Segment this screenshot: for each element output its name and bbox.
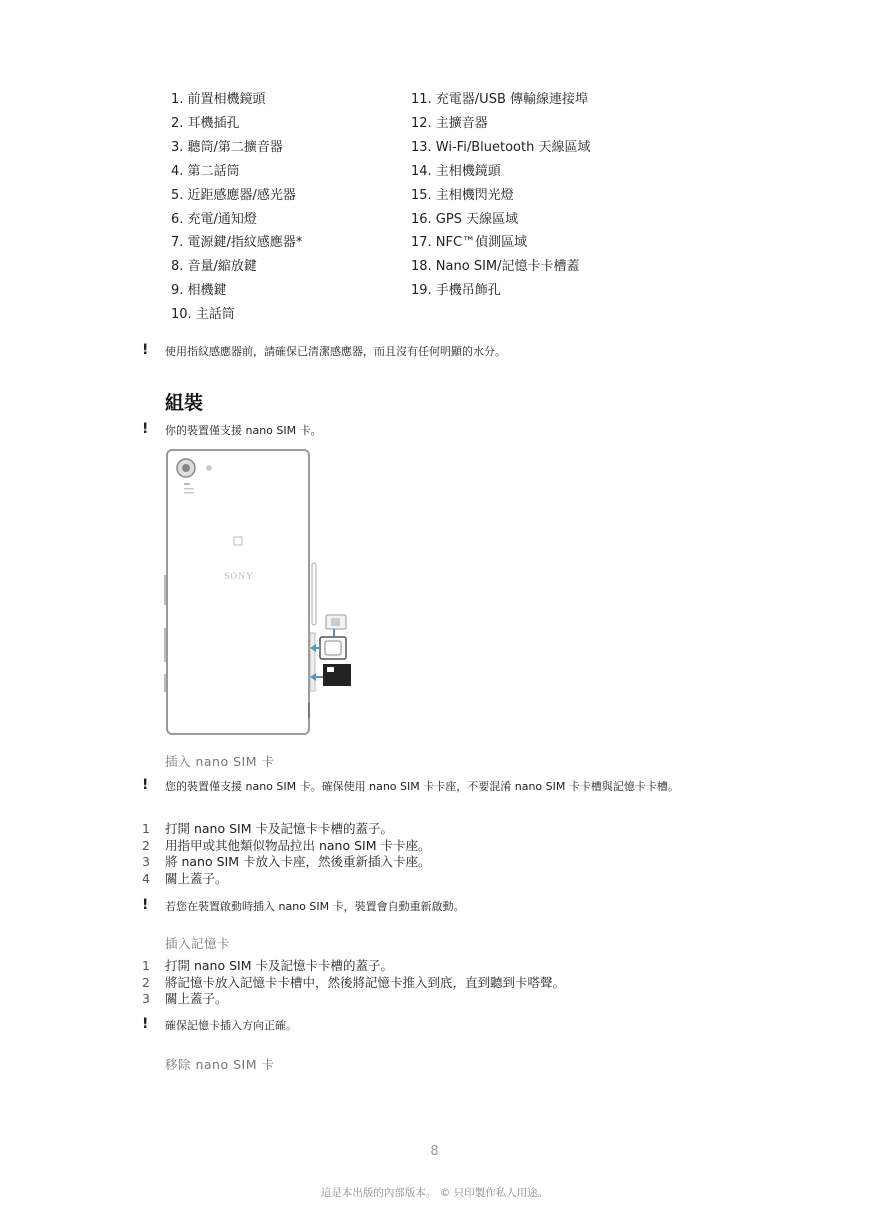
part-item: 9. 相機鍵 xyxy=(171,283,227,299)
step-text: 打開 nano SIM 卡及記憶卡卡槽的蓋子。 xyxy=(165,821,393,836)
part-item: 17. NFC™偵測區域 xyxy=(411,235,528,251)
marking xyxy=(184,483,190,485)
camera-lens-inner xyxy=(182,464,190,472)
step-number: 4 xyxy=(142,870,150,886)
phone-illustration xyxy=(164,448,354,738)
part-item: 4. 第二話筒 xyxy=(171,163,240,179)
part-item: 6. 充電/通知燈 xyxy=(171,211,257,227)
camera-flash xyxy=(206,465,212,471)
step-number: 3 xyxy=(142,854,150,869)
phone-back-drawing xyxy=(164,448,354,738)
step-number: 1 xyxy=(142,958,150,973)
part-item: 18. Nano SIM/記憶卡卡槽蓋 xyxy=(411,259,580,275)
note-text: 若您在裝置啟動時插入 nano SIM 卡，裝置會自動重新啟動。 xyxy=(165,900,465,913)
part-item: 7. 電源鍵/指紋感應器* xyxy=(171,235,303,251)
part-item: 2. 耳機插孔 xyxy=(171,115,240,131)
side-button xyxy=(308,703,310,717)
exclamation-icon: ! xyxy=(142,1016,149,1032)
step-number: 2 xyxy=(142,837,150,853)
marking xyxy=(184,492,194,494)
step-text: 將記憶卡放入記憶卡卡槽中，然後將記憶卡推入到底，直到聽到卡嗒聲。 xyxy=(165,974,566,990)
sim-chip xyxy=(331,618,340,626)
parts-column-left xyxy=(171,88,302,327)
exclamation-icon: ! xyxy=(142,421,149,437)
part-item: 12. 主擴音器 xyxy=(411,115,488,131)
slot-cover xyxy=(310,633,315,691)
exclamation-icon: ! xyxy=(142,342,149,358)
part-item: 15. 主相機閃光燈 xyxy=(411,187,514,203)
page-number: 8 xyxy=(430,1144,439,1159)
marking xyxy=(184,488,194,490)
step-text: 關上蓋子。 xyxy=(165,991,228,1006)
step-text: 將 nano SIM 卡放入卡座，然後重新插入卡座。 xyxy=(165,854,431,869)
part-item: 1. 前置相機鏡頭 xyxy=(171,92,266,107)
exclamation-icon: ! xyxy=(142,777,149,793)
step-number: 1 xyxy=(142,821,150,836)
step-number: 2 xyxy=(142,974,150,990)
part-item: 10. 主話筒 xyxy=(171,307,235,323)
step-number: 3 xyxy=(142,991,150,1006)
part-item: 16. GPS 天線區域 xyxy=(411,211,519,227)
sony-logo: SONY xyxy=(224,572,254,582)
section-title: 組裝 xyxy=(165,392,204,414)
note-text: 你的裝置僅支援 nano SIM 卡。 xyxy=(165,424,322,437)
note-text: 您的裝置僅支援 nano SIM 卡。確保使用 nano SIM 卡卡座，不要混淆 nano SIM 卡卡槽與記憶卡卡槽。 xyxy=(165,780,679,793)
part-item: 3. 聽筒/第二擴音器 xyxy=(171,139,283,155)
part-item: 14. 主相機鏡頭 xyxy=(411,163,501,179)
step-text: 關上蓋子。 xyxy=(165,870,228,886)
note-text: 使用指紋感應器前，請確保已清潔感應器，而且沒有任何明顯的水分。 xyxy=(165,345,506,358)
subsection-title: 插入記憶卡 xyxy=(165,936,231,951)
sim-tray xyxy=(320,637,346,659)
exclamation-icon: ! xyxy=(142,897,149,913)
part-item: 8. 音量/縮放鍵 xyxy=(171,259,257,275)
part-item: 11. 充電器/USB 傳輸線連接埠 xyxy=(411,92,589,107)
parts-column-right xyxy=(411,88,590,303)
step-text: 打開 nano SIM 卡及記憶卡卡槽的蓋子。 xyxy=(165,958,393,973)
part-item: 13. Wi-Fi/Bluetooth 天線區域 xyxy=(411,139,591,155)
footer-text: 這是本出版的內部版本。 © 只印製作私人用途。 xyxy=(320,1187,549,1199)
part-item: 5. 近距感應器/感光器 xyxy=(171,187,296,203)
step-text: 用指甲或其他類似物品拉出 nano SIM 卡卡座。 xyxy=(165,837,431,853)
side-strip xyxy=(312,563,316,625)
subsection-title: 移除 nano SIM 卡 xyxy=(165,1057,275,1072)
note-text: 確保記憶卡插入方向正確。 xyxy=(165,1019,297,1032)
memory-card-label xyxy=(327,667,334,672)
part-item: 19. 手機吊飾孔 xyxy=(411,283,501,299)
subsection-title: 插入 nano SIM 卡 xyxy=(165,754,275,769)
